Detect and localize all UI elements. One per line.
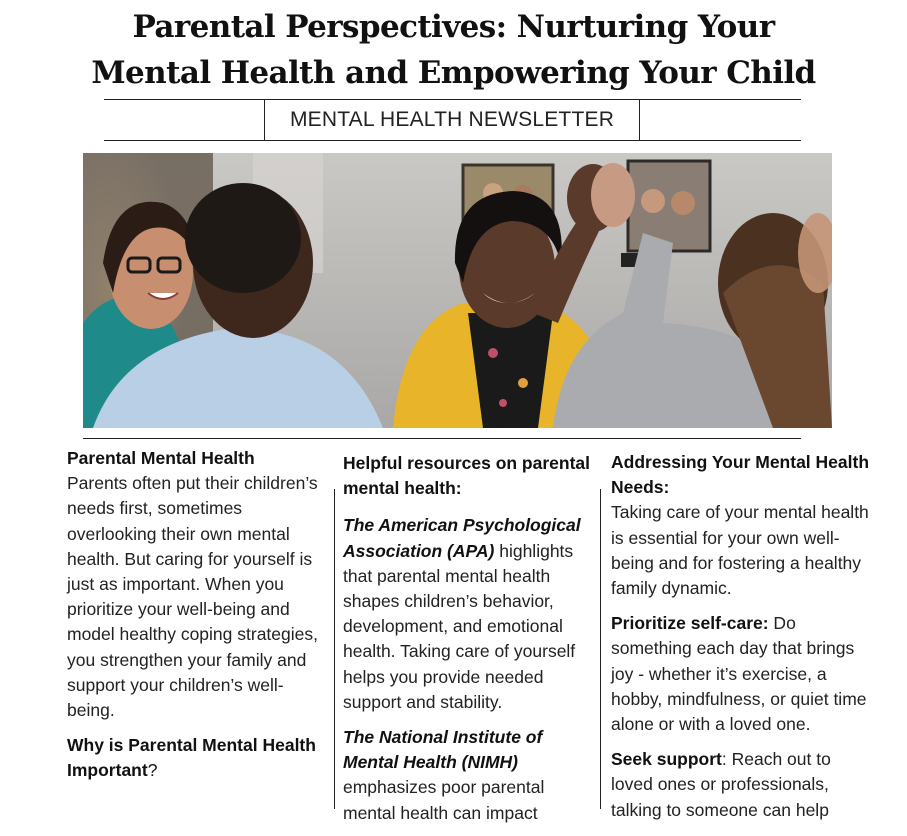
column-helpful-resources: [343, 451, 595, 836]
section-heading-addressing-needs: Addressing Your Mental Health Needs:: [611, 452, 870, 498]
self-care-text: Do something each day that brings joy - whether it’s exercise, a hobby, mindfulness, or quiet time alone or with a loved one.: [611, 613, 867, 735]
column-divider-1: [334, 489, 335, 809]
group-high-five-photo: [83, 153, 832, 428]
prioritize-self-care: [611, 611, 873, 737]
title-line-1: Parental Perspectives: Nurturing Your: [132, 9, 775, 45]
nimh-resource: [343, 725, 595, 826]
nimh-text: emphasizes poor parental mental health can impact: [343, 777, 545, 823]
apa-resource: [343, 513, 595, 715]
newsletter-title: [0, 4, 907, 96]
why-important-bold: Why is Parental Mental Health Important: [67, 735, 316, 781]
seek-support-label: Seek support: [611, 749, 722, 770]
title-bottom-rule: [104, 140, 801, 141]
wall-frame-2: [628, 161, 710, 251]
apa-name: The American Psychological Association (APA): [343, 515, 581, 561]
title-line-2: Mental Health and Empowering Your Child: [91, 55, 816, 91]
section-heading-parental-mental-health: Parental Mental Health: [67, 448, 255, 468]
column-divider-2: [600, 489, 601, 809]
self-care-label: Prioritize self-care:: [611, 613, 769, 634]
hero-photo: [83, 153, 832, 428]
nimh-name: The National Institute of Mental Health (NIMH): [343, 727, 543, 773]
why-important-tail: ?: [147, 760, 158, 781]
addressing-needs-body: Taking care of your mental health is essential for your own well-being and for fostering a healthy family dynamic.: [611, 502, 869, 599]
column-parental-mental-health: [67, 446, 325, 784]
section-heading-helpful-resources: Helpful resources on parental mental health:: [343, 453, 591, 499]
seek-support: [611, 747, 873, 823]
column-addressing-needs: [611, 450, 873, 833]
seek-support-text: : Reach out to loved ones or professionals, talking to someone can help: [611, 749, 831, 820]
parental-mental-health-body: Parents often put their children’s needs first, sometimes overlooking their own mental health. But caring for yourself is just as important. When you prioritize your well-being and model healthy coping strategies, you strengthen your family and support your children’s well-being.: [67, 473, 318, 721]
newsletter-subtitle: MENTAL HEALTH NEWSLETTER: [289, 108, 615, 131]
section-heading-why-important: [67, 733, 325, 783]
apa-text: highlights that parental mental health shapes children’s behavior, development, and emotional health. Taking care of yourself helps you provide needed support and stability.: [343, 540, 576, 712]
photo-bottom-rule: [83, 438, 801, 439]
